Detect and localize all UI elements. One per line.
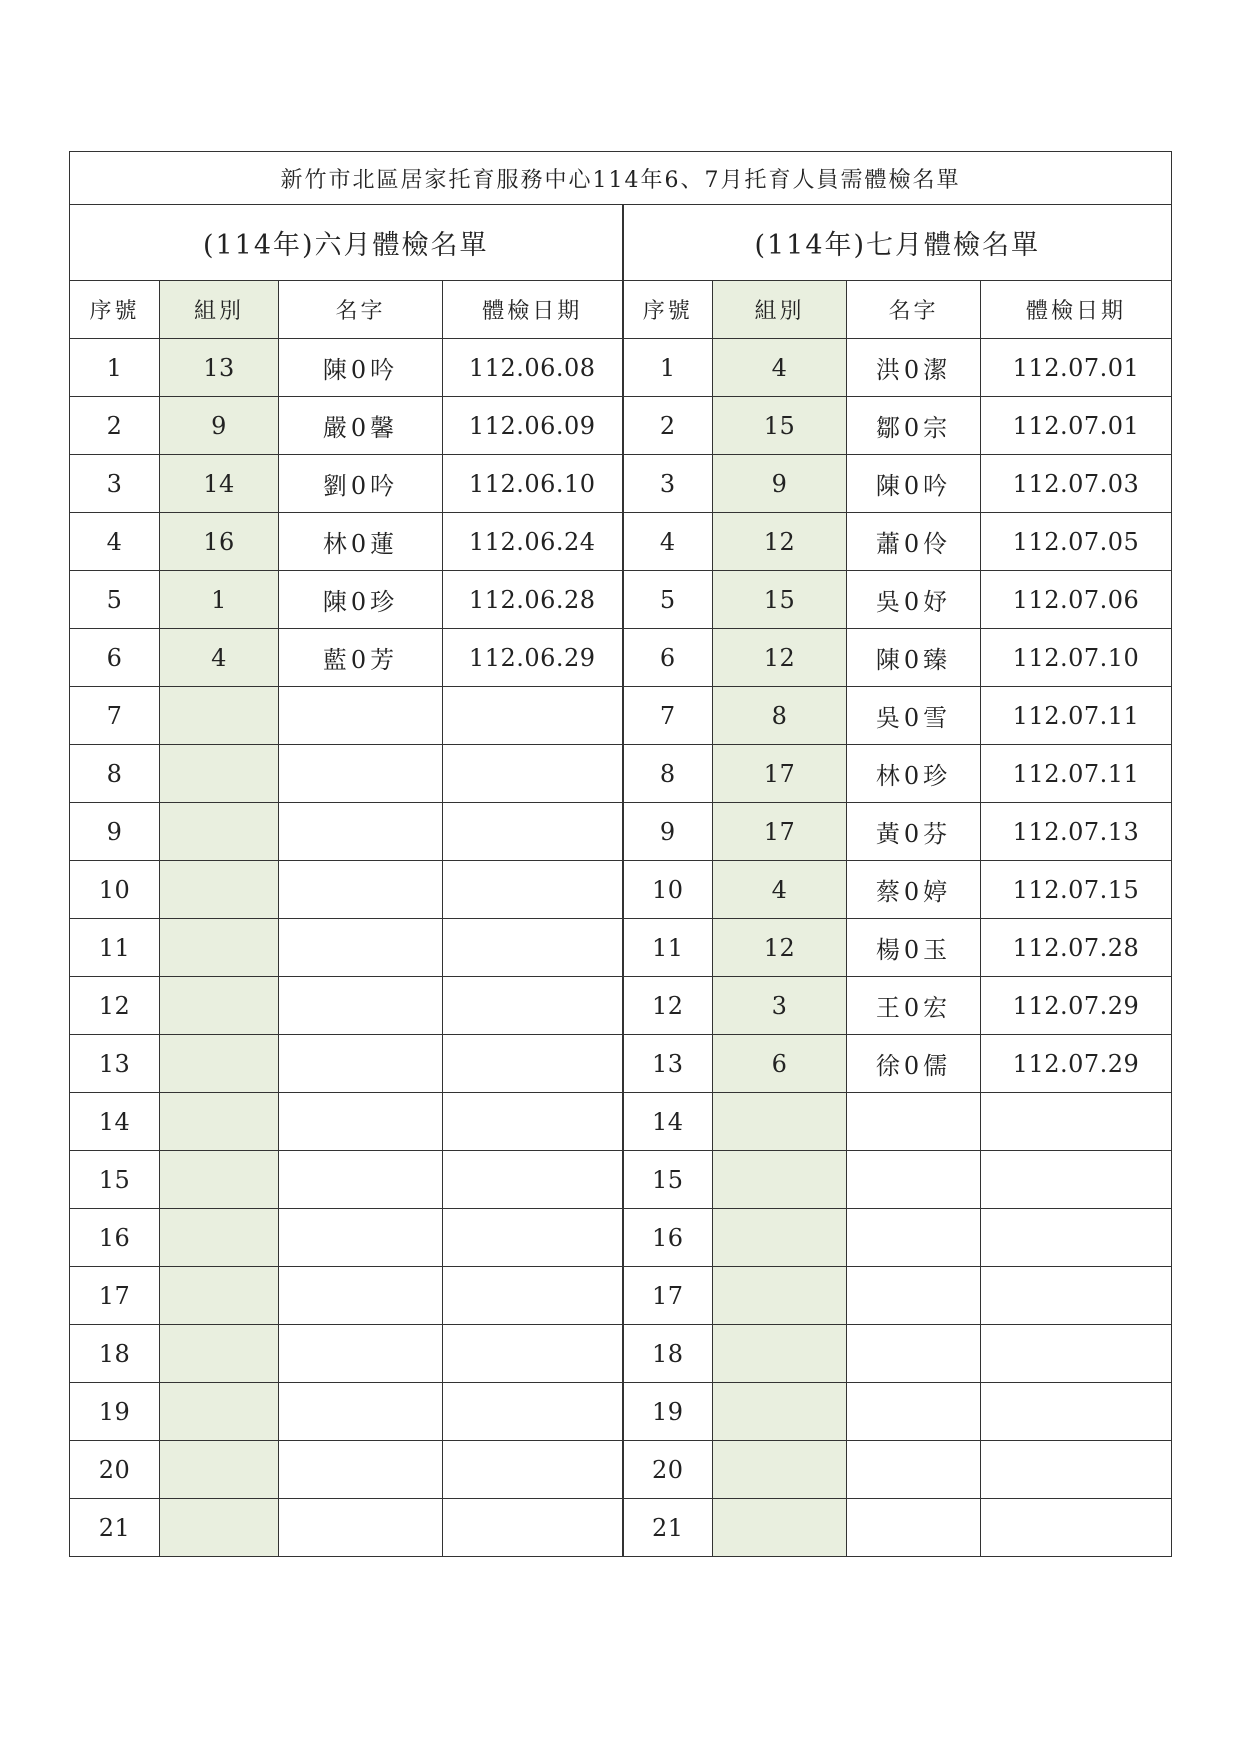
- june-no-cell: 9: [70, 803, 160, 861]
- june-date-cell: [443, 1093, 623, 1151]
- july-name-cell: 林0珍: [847, 745, 981, 803]
- june-date-cell: 112.06.24: [443, 513, 623, 571]
- july-date-cell: [981, 1267, 1172, 1325]
- july-date-cell: 112.07.29: [981, 977, 1172, 1035]
- july-group-cell: [713, 1499, 847, 1557]
- june-date-cell: [443, 861, 623, 919]
- june-no-cell: 7: [70, 687, 160, 745]
- july-date-cell: [981, 1325, 1172, 1383]
- july-name-cell: [847, 1151, 981, 1209]
- june-group-cell: [160, 1267, 279, 1325]
- july-no-cell: 12: [623, 977, 713, 1035]
- table-row: [70, 1499, 1172, 1557]
- july-heading: (114年)七月體檢名單: [623, 205, 1172, 281]
- table-row: [70, 803, 1172, 861]
- july-no-cell: 9: [623, 803, 713, 861]
- july-date-cell: 112.07.15: [981, 861, 1172, 919]
- table-row: [70, 861, 1172, 919]
- july-date-cell: 112.07.11: [981, 745, 1172, 803]
- health-check-table: [69, 151, 1172, 1557]
- june-group-cell: [160, 977, 279, 1035]
- june-date-cell: [443, 745, 623, 803]
- table-row: [70, 513, 1172, 571]
- june-date-cell: [443, 1441, 623, 1499]
- july-group-cell: 12: [713, 513, 847, 571]
- table-row: [70, 919, 1172, 977]
- june-date-cell: [443, 1499, 623, 1557]
- june-no-cell: 17: [70, 1267, 160, 1325]
- july-no-cell: 17: [623, 1267, 713, 1325]
- june-no-cell: 15: [70, 1151, 160, 1209]
- june-name-cell: 陳0吟: [279, 339, 443, 397]
- july-name-cell: 陳0臻: [847, 629, 981, 687]
- july-name-cell: [847, 1093, 981, 1151]
- july-group-cell: [713, 1383, 847, 1441]
- july-group-cell: [713, 1267, 847, 1325]
- july-date-cell: 112.07.11: [981, 687, 1172, 745]
- table-row: [70, 745, 1172, 803]
- june-date-cell: [443, 803, 623, 861]
- july-group-cell: 15: [713, 397, 847, 455]
- june-no-cell: 12: [70, 977, 160, 1035]
- june-name-cell: [279, 1383, 443, 1441]
- june-name-cell: 嚴0馨: [279, 397, 443, 455]
- july-no-cell: 10: [623, 861, 713, 919]
- july-date-cell: 112.07.10: [981, 629, 1172, 687]
- june-name-cell: [279, 919, 443, 977]
- july-group-cell: 17: [713, 745, 847, 803]
- july-no-cell: 13: [623, 1035, 713, 1093]
- june-group-cell: [160, 1325, 279, 1383]
- july-date-cell: [981, 1209, 1172, 1267]
- june-no-cell: 19: [70, 1383, 160, 1441]
- table-row: [70, 1035, 1172, 1093]
- june-date-cell: [443, 1267, 623, 1325]
- june-no-cell: 10: [70, 861, 160, 919]
- july-col-date: 體檢日期: [981, 281, 1172, 339]
- july-name-cell: 楊0玉: [847, 919, 981, 977]
- july-date-cell: 112.07.05: [981, 513, 1172, 571]
- july-no-cell: 18: [623, 1325, 713, 1383]
- june-name-cell: [279, 1267, 443, 1325]
- june-no-cell: 6: [70, 629, 160, 687]
- june-name-cell: [279, 861, 443, 919]
- june-no-cell: 4: [70, 513, 160, 571]
- document-title: 新竹市北區居家托育服務中心114年6、7月托育人員需體檢名單: [70, 152, 1172, 205]
- june-name-cell: [279, 1441, 443, 1499]
- july-group-cell: 17: [713, 803, 847, 861]
- july-name-cell: 蕭0伶: [847, 513, 981, 571]
- june-name-cell: [279, 977, 443, 1035]
- july-name-cell: 蔡0婷: [847, 861, 981, 919]
- june-no-cell: 16: [70, 1209, 160, 1267]
- june-date-cell: [443, 1209, 623, 1267]
- july-name-cell: 鄒0宗: [847, 397, 981, 455]
- july-no-cell: 7: [623, 687, 713, 745]
- july-no-cell: 8: [623, 745, 713, 803]
- june-date-cell: 112.06.10: [443, 455, 623, 513]
- table-row: [70, 1267, 1172, 1325]
- june-date-cell: [443, 1151, 623, 1209]
- june-group-cell: [160, 919, 279, 977]
- july-date-cell: 112.07.28: [981, 919, 1172, 977]
- july-no-cell: 16: [623, 1209, 713, 1267]
- table-row: [70, 571, 1172, 629]
- table-row: [70, 1441, 1172, 1499]
- july-group-cell: 12: [713, 919, 847, 977]
- july-no-cell: 3: [623, 455, 713, 513]
- june-date-cell: 112.06.28: [443, 571, 623, 629]
- july-no-cell: 6: [623, 629, 713, 687]
- june-date-cell: [443, 1035, 623, 1093]
- june-group-cell: [160, 1383, 279, 1441]
- june-name-cell: [279, 1035, 443, 1093]
- june-group-cell: [160, 1093, 279, 1151]
- july-no-cell: 14: [623, 1093, 713, 1151]
- june-no-cell: 14: [70, 1093, 160, 1151]
- july-no-cell: 4: [623, 513, 713, 571]
- july-name-cell: 黃0芬: [847, 803, 981, 861]
- june-date-cell: [443, 977, 623, 1035]
- july-group-cell: [713, 1093, 847, 1151]
- june-group-cell: [160, 1151, 279, 1209]
- july-date-cell: 112.07.03: [981, 455, 1172, 513]
- june-name-cell: [279, 1209, 443, 1267]
- table-row: [70, 1151, 1172, 1209]
- june-date-cell: [443, 687, 623, 745]
- june-group-cell: 1: [160, 571, 279, 629]
- june-group-cell: [160, 687, 279, 745]
- june-no-cell: 1: [70, 339, 160, 397]
- june-group-cell: [160, 861, 279, 919]
- july-date-cell: [981, 1151, 1172, 1209]
- july-date-cell: 112.07.29: [981, 1035, 1172, 1093]
- july-group-cell: [713, 1151, 847, 1209]
- july-name-cell: [847, 1441, 981, 1499]
- june-name-cell: 林0蓮: [279, 513, 443, 571]
- july-group-cell: 15: [713, 571, 847, 629]
- table-row: [70, 1093, 1172, 1151]
- july-name-cell: [847, 1325, 981, 1383]
- table-row: [70, 1325, 1172, 1383]
- july-date-cell: [981, 1441, 1172, 1499]
- june-name-cell: 陳0珍: [279, 571, 443, 629]
- july-no-cell: 20: [623, 1441, 713, 1499]
- july-group-cell: 9: [713, 455, 847, 513]
- july-date-cell: [981, 1093, 1172, 1151]
- june-no-cell: 5: [70, 571, 160, 629]
- june-name-cell: 劉0吟: [279, 455, 443, 513]
- july-name-cell: [847, 1209, 981, 1267]
- june-group-cell: [160, 1035, 279, 1093]
- june-date-cell: [443, 1325, 623, 1383]
- july-col-group: 組別: [713, 281, 847, 339]
- june-name-cell: [279, 1093, 443, 1151]
- july-group-cell: [713, 1325, 847, 1383]
- july-date-cell: 112.07.06: [981, 571, 1172, 629]
- june-no-cell: 18: [70, 1325, 160, 1383]
- june-group-cell: 9: [160, 397, 279, 455]
- june-heading: (114年)六月體檢名單: [70, 205, 623, 281]
- july-group-cell: 4: [713, 861, 847, 919]
- june-name-cell: [279, 1499, 443, 1557]
- table-row: [70, 977, 1172, 1035]
- july-group-cell: 12: [713, 629, 847, 687]
- june-date-cell: 112.06.09: [443, 397, 623, 455]
- july-group-cell: 4: [713, 339, 847, 397]
- july-no-cell: 5: [623, 571, 713, 629]
- table-row: [70, 455, 1172, 513]
- june-no-cell: 11: [70, 919, 160, 977]
- june-group-cell: 13: [160, 339, 279, 397]
- july-name-cell: 王0宏: [847, 977, 981, 1035]
- june-name-cell: 藍0芳: [279, 629, 443, 687]
- july-name-cell: [847, 1383, 981, 1441]
- july-no-cell: 21: [623, 1499, 713, 1557]
- june-col-name: 名字: [279, 281, 443, 339]
- july-group-cell: 8: [713, 687, 847, 745]
- july-date-cell: [981, 1499, 1172, 1557]
- june-date-cell: 112.06.29: [443, 629, 623, 687]
- july-name-cell: 吳0妤: [847, 571, 981, 629]
- june-no-cell: 8: [70, 745, 160, 803]
- june-no-cell: 2: [70, 397, 160, 455]
- june-date-cell: [443, 1383, 623, 1441]
- table-row: [70, 339, 1172, 397]
- july-name-cell: 陳0吟: [847, 455, 981, 513]
- july-group-cell: [713, 1441, 847, 1499]
- june-group-cell: 14: [160, 455, 279, 513]
- table-row: [70, 687, 1172, 745]
- july-no-cell: 15: [623, 1151, 713, 1209]
- july-date-cell: 112.07.01: [981, 339, 1172, 397]
- june-no-cell: 20: [70, 1441, 160, 1499]
- june-name-cell: [279, 687, 443, 745]
- june-col-no: 序號: [70, 281, 160, 339]
- june-date-cell: 112.06.08: [443, 339, 623, 397]
- july-group-cell: 3: [713, 977, 847, 1035]
- july-no-cell: 11: [623, 919, 713, 977]
- june-no-cell: 13: [70, 1035, 160, 1093]
- july-date-cell: [981, 1383, 1172, 1441]
- june-group-cell: 4: [160, 629, 279, 687]
- table-row: [70, 629, 1172, 687]
- june-date-cell: [443, 919, 623, 977]
- july-no-cell: 1: [623, 339, 713, 397]
- july-no-cell: 2: [623, 397, 713, 455]
- july-date-cell: 112.07.13: [981, 803, 1172, 861]
- table-row: [70, 1209, 1172, 1267]
- july-col-no: 序號: [623, 281, 713, 339]
- june-name-cell: [279, 803, 443, 861]
- june-group-cell: 16: [160, 513, 279, 571]
- table-row: [70, 397, 1172, 455]
- table-row: [70, 1383, 1172, 1441]
- june-no-cell: 21: [70, 1499, 160, 1557]
- june-name-cell: [279, 745, 443, 803]
- july-no-cell: 19: [623, 1383, 713, 1441]
- june-group-cell: [160, 1499, 279, 1557]
- july-date-cell: 112.07.01: [981, 397, 1172, 455]
- june-group-cell: [160, 745, 279, 803]
- july-name-cell: [847, 1267, 981, 1325]
- june-name-cell: [279, 1325, 443, 1383]
- june-group-cell: [160, 803, 279, 861]
- july-name-cell: 徐0儒: [847, 1035, 981, 1093]
- july-col-name: 名字: [847, 281, 981, 339]
- june-col-group: 組別: [160, 281, 279, 339]
- july-group-cell: 6: [713, 1035, 847, 1093]
- july-name-cell: 洪0潔: [847, 339, 981, 397]
- june-group-cell: [160, 1209, 279, 1267]
- july-name-cell: 吳0雪: [847, 687, 981, 745]
- june-col-date: 體檢日期: [443, 281, 623, 339]
- july-name-cell: [847, 1499, 981, 1557]
- june-no-cell: 3: [70, 455, 160, 513]
- june-group-cell: [160, 1441, 279, 1499]
- july-group-cell: [713, 1209, 847, 1267]
- june-name-cell: [279, 1151, 443, 1209]
